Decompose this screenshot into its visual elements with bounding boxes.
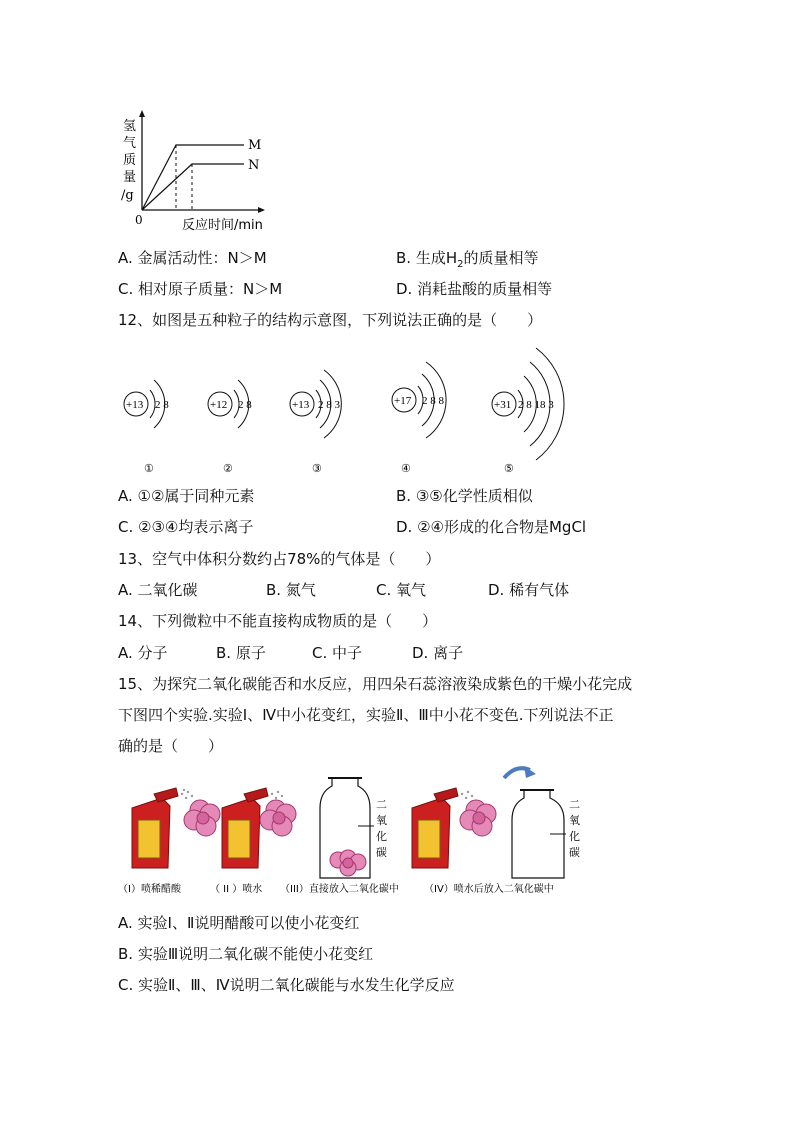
jar-3-label-4: 碳 (376, 846, 387, 859)
caption-exp-3: （III）直接放入二氧化碳中 (280, 884, 399, 895)
particle-3 (290, 370, 341, 475)
q13-option-b: B. 氮气 (266, 581, 316, 599)
spray-mist-1 (181, 789, 193, 799)
q15-option-c: C. 实验Ⅱ、Ⅲ、Ⅳ说明二氧化碳能与水发生化学反应 (118, 976, 455, 994)
q15-stem-line-2: 下图四个实验.实验Ⅰ、Ⅳ中小花变红，实验Ⅱ、Ⅲ中小花不变色.下列说法不正 (118, 706, 614, 724)
origin-label: 0 (135, 213, 143, 227)
q14-stem: 14、下列微粒中不能直接构成物质的是（ ） (118, 612, 438, 630)
q15-option-b: B. 实验Ⅲ说明二氧化碳不能使小花变红 (118, 945, 374, 963)
q14-option-b: B. 原子 (216, 644, 266, 662)
jar-3-label-2: 氧 (376, 814, 387, 827)
q13-option-d: D. 稀有气体 (488, 581, 570, 599)
q13-option-c: C. 氧气 (376, 581, 427, 599)
spray-mist-4 (461, 791, 473, 799)
caption-exp-2: （ II ）喷水 (210, 884, 263, 895)
flower-4-icon (460, 800, 496, 836)
particle-2 (208, 380, 252, 475)
q11-option-a: A. 金属活动性：N＞M (118, 249, 267, 267)
jar-4-label-4: 碳 (569, 846, 580, 859)
atom-structure-diagrams (112, 342, 592, 478)
nucleus-1-charge: +13 (126, 399, 144, 411)
shells-1: 2 8 (155, 399, 169, 411)
q14-option-c: C. 中子 (312, 644, 363, 662)
shells-4: 2 8 8 (422, 395, 444, 407)
bottle-label-4 (418, 820, 440, 858)
spray-head-2 (244, 788, 268, 802)
y-label-2: 气 (123, 136, 137, 151)
marker-1: ① (144, 463, 154, 475)
jar-4-label-2: 氧 (569, 814, 580, 827)
shells-5: 2 8 18 3 (518, 399, 554, 411)
jar-4-label-3: 化 (569, 830, 580, 843)
flower-1-icon (184, 800, 220, 836)
experiment-1 (118, 788, 220, 895)
q11-option-b (396, 247, 539, 276)
jar-3-label-3: 化 (376, 830, 387, 843)
marker-2: ② (223, 463, 233, 475)
spray-head-4 (434, 788, 458, 802)
q11-option-c: C. 相对原子质量：N＞M (118, 280, 283, 298)
shells-2: 2 8 (238, 399, 252, 411)
x-axis-arrow (258, 207, 265, 213)
q15-stem-line-1: 15、为探究二氧化碳能否和水反应，用四朵石蕊溶液染成紫色的干燥小花完成 (118, 675, 633, 693)
particle-4 (392, 362, 446, 475)
curve-m (142, 145, 244, 210)
particle-1 (124, 380, 169, 475)
y-label-3: 质 (123, 153, 137, 168)
curve-m-label: M (248, 138, 262, 153)
q15-stem-line-3: 确的是（ ） (118, 737, 224, 755)
caption-exp-4: （IV）喷水后放入二氧化碳中 (424, 884, 554, 895)
q12-option-d: D. ②④形成的化合物是MgCl (396, 518, 587, 536)
marker-4: ④ (401, 463, 411, 475)
curved-arrow-head (524, 766, 536, 778)
co2-experiment-diagram (118, 764, 588, 900)
flower-2-icon (260, 800, 296, 836)
curve-n (142, 164, 244, 210)
q11-option-b-post: 的质量相等 (463, 249, 539, 267)
bottle-label-1 (138, 820, 160, 858)
q11-option-d: D. 消耗盐酸的质量相等 (396, 280, 553, 298)
jar-4-label-1: 二 (569, 798, 580, 811)
q14-option-d: D. 离子 (412, 644, 464, 662)
bottle-label-2 (228, 820, 250, 858)
curve-n-label: N (248, 158, 260, 173)
q13-option-a: A. 二氧化碳 (118, 581, 198, 599)
experiment-4 (412, 766, 580, 895)
q12-option-c: C. ②③④均表示离子 (118, 518, 254, 536)
experiment-2 (210, 788, 296, 895)
particle-5 (492, 348, 564, 475)
marker-5: ⑤ (504, 463, 514, 475)
y-label-1: 氢 (123, 119, 137, 134)
q12-option-a: A. ①②属于同种元素 (118, 487, 255, 505)
caption-exp-1: （I）喷稀醋酸 (118, 884, 181, 895)
hydrogen-mass-graph (112, 106, 282, 236)
spray-mist-2 (271, 791, 283, 799)
marker-3: ③ (312, 463, 322, 475)
y-label-4: 量 (123, 170, 137, 185)
nucleus-2-charge: +12 (210, 399, 228, 411)
q12-stem: 12、如图是五种粒子的结构示意图，下列说法正确的是（ ） (118, 311, 543, 329)
q11-option-b-pre: B. 生成H (396, 249, 458, 267)
y-label-unit: /g (121, 188, 134, 203)
spray-head-1 (154, 788, 178, 802)
q11-option-b-sub: 2 (457, 259, 464, 270)
x-axis-label: 反应时间/min (182, 218, 263, 233)
q13-stem: 13、空气中体积分数约占78%的气体是（ ） (118, 550, 441, 568)
q14-option-a: A. 分子 (118, 644, 168, 662)
q12-option-b: B. ③⑤化学性质相似 (396, 487, 533, 505)
nucleus-5-charge: +31 (494, 399, 512, 411)
q15-option-a: A. 实验Ⅰ、Ⅱ说明醋酸可以使小花变红 (118, 914, 360, 932)
jar-3-label-1: 二 (376, 798, 387, 811)
y-axis-arrow (139, 110, 145, 117)
nucleus-3-charge: +13 (292, 399, 310, 411)
shells-3: 2 8 3 (318, 399, 340, 411)
experiment-3 (280, 778, 399, 895)
nucleus-4-charge: +17 (394, 395, 412, 407)
